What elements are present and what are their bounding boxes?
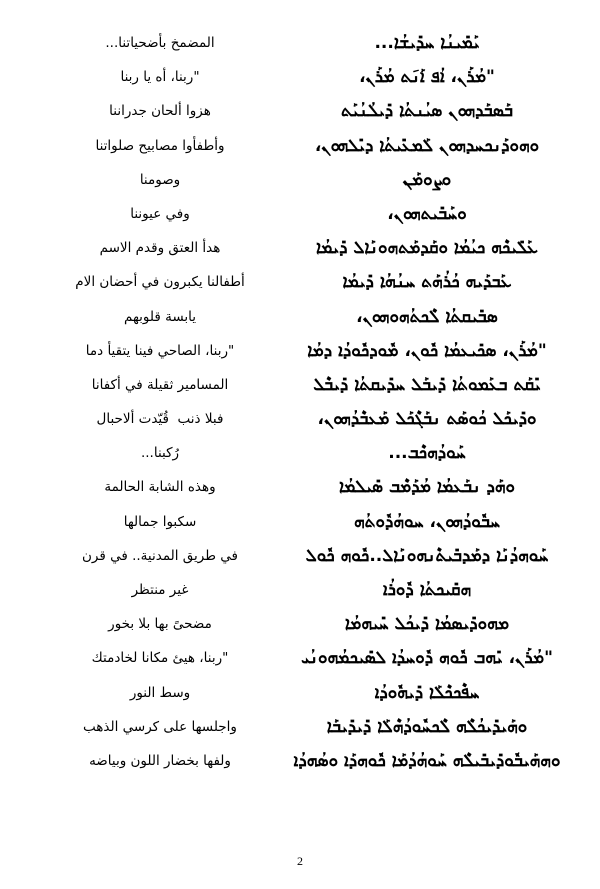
arabic-line: هزوا ألحان جدراننا	[109, 103, 211, 120]
two-column-layout	[20, 26, 580, 778]
syriac-line: ܚܦܶܟܟܶܠܰܐ ܕܺܝܗܽܘܕܳܐ	[374, 682, 480, 703]
arabic-line: واجلسها على كرسي الذهب	[83, 718, 237, 735]
syriac-line: "ܡܳܪܰܢ، ܝܺܗܒ ܟܽܘܗ ܕܽܘܚܕܳܐ ܠܣܺܝܟܡܳܗܘܢܳܝ	[301, 648, 553, 669]
arabic-line: وسط النور	[129, 684, 191, 701]
arabic-line: "ربنا، هيئ مكانا لخادمتك	[91, 650, 229, 667]
arabic-line: المضمخ بأضحياتنا...	[105, 35, 215, 51]
arabic-line: غير منتظر	[131, 582, 189, 598]
arabic-line: فبلا ذنب قُيّدت ألاحبال	[96, 411, 224, 428]
syriac-line: ܘܗܗܰܝܒܽܘܕܺܝܒܺܝܠܶܗ ܚܰܘܗܳܕܳܡܰܐ ܟܽܘܗܕܰܐ ܘܣܳܗܕܳܐ	[293, 750, 561, 771]
syriac-line: ܥܰܠܺܝܟܶܗ ܟܝܳܡܳܐ ܘܩܰܕܡܰܬܗܘܢܰܐܠ ܕܺܝܡܳܐ	[316, 238, 538, 259]
syriac-line: ܝܺܩܰܬ ܒܥܰܡܘܬܳܐ ܕܺܝܒܰܠ ܚܕܺܝܩܬܳܐ ܕܺܝܒܶܠ	[313, 374, 541, 395]
syriac-line: ܘܨܘܡܰܢ	[402, 169, 452, 190]
arabic-line: وهذه الشابة الحالمة	[104, 479, 216, 496]
syriac-line: ܗܩܺܝܟܬܳܐ ܕܽܘܪܳܐ	[382, 580, 472, 600]
syriac-line: ܘܚܰܒܺܝܬܗܘܢ،	[387, 203, 467, 224]
arabic-line: وفي عيوننا	[130, 205, 190, 222]
arabic-line: أطفالنا يكبرون في أحضان الام	[75, 274, 245, 291]
syriac-line: ܘܗܰܕ ܢܒܰܥܡܳܐ ܡܳܕܰܡܶܒ ܣܺܝܠܡܳܐ	[338, 477, 516, 498]
syriac-line: ܥܰܒܕܰܝܗ ܟܳܪܳܗܰܬ ܚܢܳܗܳܐ ܕܺܝܡܳܐ	[342, 272, 512, 293]
arabic-line: ولفها بخضار اللون وبياضه	[89, 752, 231, 769]
syriac-line: ܝܰܡܺܝܢܳܐ ܚܕܺܝܫܳܐ...	[374, 33, 480, 53]
arabic-line: رُكبنا...	[140, 445, 180, 462]
arabic-line: مضحىً بها بلا بخور	[108, 616, 212, 633]
syriac-line: ܡܗܘܕܺܝܣܡܳܐ ܕܺܝܟܳܠ ܚܺܝܗܡܳܐ	[344, 614, 510, 635]
arabic-line: "ربنا، أه يا ربنا	[120, 69, 200, 86]
syriac-line: ܚܒܽܘܕܳܗܘܢ، ܚܘܗܳܕܽܘܬܳܗ	[354, 511, 500, 532]
syriac-line: ܚܰܘܗܕܳܢܰܐ ܕܡܰܕܒܺܝܬܶܢܗܘܢܰܐܠ..ܟܽܘܗ ܟܽܘܠ	[305, 545, 549, 566]
arabic-line: وصومنا	[139, 171, 181, 188]
syriac-line: ܘܗܰܝܕܺܝܟܳܠܶܗ ܠܶܟܚܽܘܕܳܗܶܠܰܐ ܕܺܝܕܺܝܒܰܐ	[326, 716, 528, 737]
arabic-line: يابسة قلوبهم	[123, 308, 197, 325]
arabic-text-column	[30, 26, 280, 778]
arabic-line: وأطفأوا مصابيح صلواتنا	[95, 137, 225, 154]
arabic-line: سكبوا جمالها	[123, 513, 197, 530]
syriac-line: "ܡܳܪܰܢ، ܣܟܺܝܥܡܳܐ ܟܽܘܢ، ܡܽܘܕܟܽܘܕܳܐ ܕܡܳܐ	[307, 340, 547, 361]
arabic-line: "ربنا، الصاحي فينا يتقيأ دما	[85, 342, 235, 359]
syriac-line: ܘܗܘܕܰܢܟܚܕܗܘܢ ܠܰܡܥܺܝܬܳܐ ܕܝܺܠܗܘܢ،	[314, 135, 540, 156]
syriac-line: ܣܒܺܝܩܬܳܐ ܠܶܟܬܳܗܘܗܘܢ،	[356, 306, 498, 327]
syriac-line: "ܡܳܪܰܢ، ܐܳܦ ܐܰܢ݇ܬ ܡܳܪܰܢ،	[359, 67, 495, 88]
arabic-line: المسامير ثقيلة في أكفانا	[91, 376, 229, 393]
syriac-line: ܘܕܺܝܟܰܠ ܟܳܘܣܰܬ ܢܒܰܓܶܟܰܠ ܡܰܥܒܶܕܳܗܘܢ،	[317, 409, 537, 430]
syriac-text-column	[280, 26, 580, 778]
arabic-line: في طريق المدنية.. في قرن	[81, 547, 238, 564]
page-number: 2	[297, 854, 303, 868]
syriac-line: ܒܰܣܒܰܕܗܘܢ ܣܝܳܢܬܳܐ ܕܺܝܠܳܢܳܝܰܬ	[340, 101, 514, 122]
arabic-line: هدأ العتق وقدم الاسم	[99, 240, 221, 257]
syriac-line: ܚܰܘܕܳܗܟܶܒ...	[388, 443, 466, 464]
